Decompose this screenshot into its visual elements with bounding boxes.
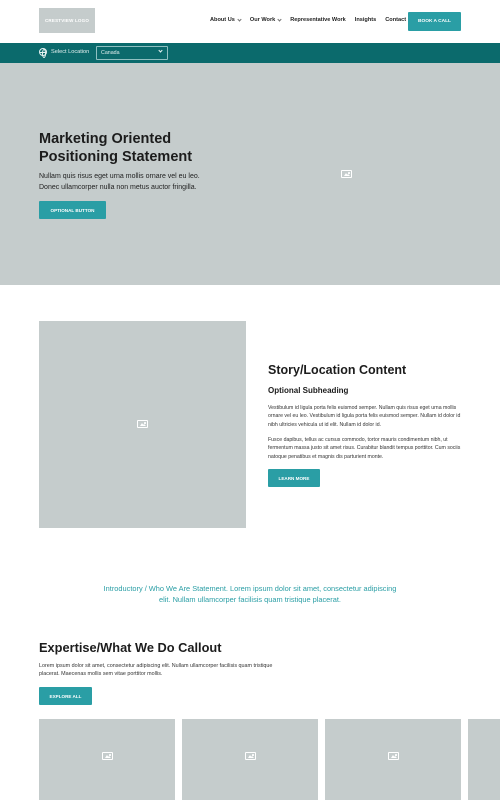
story-title: Story/Location Content	[268, 363, 407, 377]
intro-statement: Introductory / Who We Are Statement. Lorem ipsum dolor sit amet, consectetur adipiscing elit. Nullam ullamcorper facilisis quam tristique placerat.	[103, 584, 397, 604]
image-placeholder-icon	[137, 420, 148, 428]
expertise-card[interactable]	[182, 719, 318, 800]
nav-label: Our Work	[249, 17, 276, 23]
expertise-card[interactable]	[325, 719, 461, 800]
nav-label: About Us	[210, 17, 235, 23]
location-select-value: Canada	[101, 50, 120, 56]
nav-label: Representative Work	[290, 17, 346, 23]
hero-text: Nullam quis risus eget urna mollis ornare vel eu leo. Donec ullamcorper nulla non metus auctor fringilla.	[39, 173, 200, 191]
story-paragraph: Vestibulum id ligula porta felis euismod semper. Nullam quis risus eget urna mollis ornare vel eu leo. Vestibulum id ligula porta felis euismod semper. Nullam id dolor id nibh ultricies vehicula ut id elit. Nullam id dolor id.	[268, 405, 461, 428]
expertise-text: Lorem ipsum dolor sit amet, consectetur adipiscing elit. Nullam ullamcorper facilisis quam tristique placerat. Maecenas mollis sem vitae porttitor mollis.	[39, 663, 273, 678]
hero-title: Marketing Oriented Positioning Statement	[39, 131, 193, 165]
nav-our-work[interactable]	[250, 17, 281, 23]
nav-insights[interactable]	[355, 17, 376, 23]
location-label	[39, 48, 89, 56]
nav-contact[interactable]	[385, 17, 406, 23]
image-placeholder-icon	[388, 752, 399, 760]
chevron-down-icon	[278, 17, 282, 21]
image-placeholder-icon	[245, 752, 256, 760]
explore-all-button[interactable]: EXPLORE ALL	[39, 687, 92, 705]
story-paragraph: Fusce dapibus, tellus ac cursus commodo, tortor mauris condimentum nibh, ut fermentum massa justo sit amet risus. Curabitur blandit tempus porttitor. Cum sociis natoque penatibus et magnis dis parturient monte.	[268, 437, 461, 460]
expertise-title: Expertise/What We Do Callout	[39, 640, 222, 655]
site-logo[interactable]: CRESTVIEW LOGO	[39, 8, 95, 33]
story-subheading: Optional Subheading	[268, 386, 349, 395]
story-image	[39, 321, 246, 528]
location-bar	[0, 43, 500, 63]
chevron-down-icon	[158, 48, 162, 52]
site-header	[0, 0, 500, 43]
location-select[interactable]	[96, 46, 168, 60]
image-placeholder-icon	[102, 752, 113, 760]
expertise-card[interactable]	[468, 719, 500, 800]
nav-about-us[interactable]	[210, 17, 241, 23]
image-placeholder-icon	[341, 170, 352, 178]
book-a-call-button[interactable]: BOOK A CALL	[408, 12, 461, 31]
nav-label: Insights	[354, 17, 377, 23]
location-label-text: Select Location	[51, 49, 90, 55]
main-nav	[210, 17, 406, 23]
learn-more-button[interactable]: LEARN MORE	[268, 469, 320, 487]
optional-button[interactable]: OPTIONAL BUTTON	[39, 201, 106, 219]
nav-label: Contact	[385, 17, 407, 23]
nav-representative-work[interactable]	[290, 17, 346, 23]
chevron-down-icon	[237, 17, 241, 21]
globe-icon	[39, 48, 47, 56]
expertise-card[interactable]	[39, 719, 175, 800]
